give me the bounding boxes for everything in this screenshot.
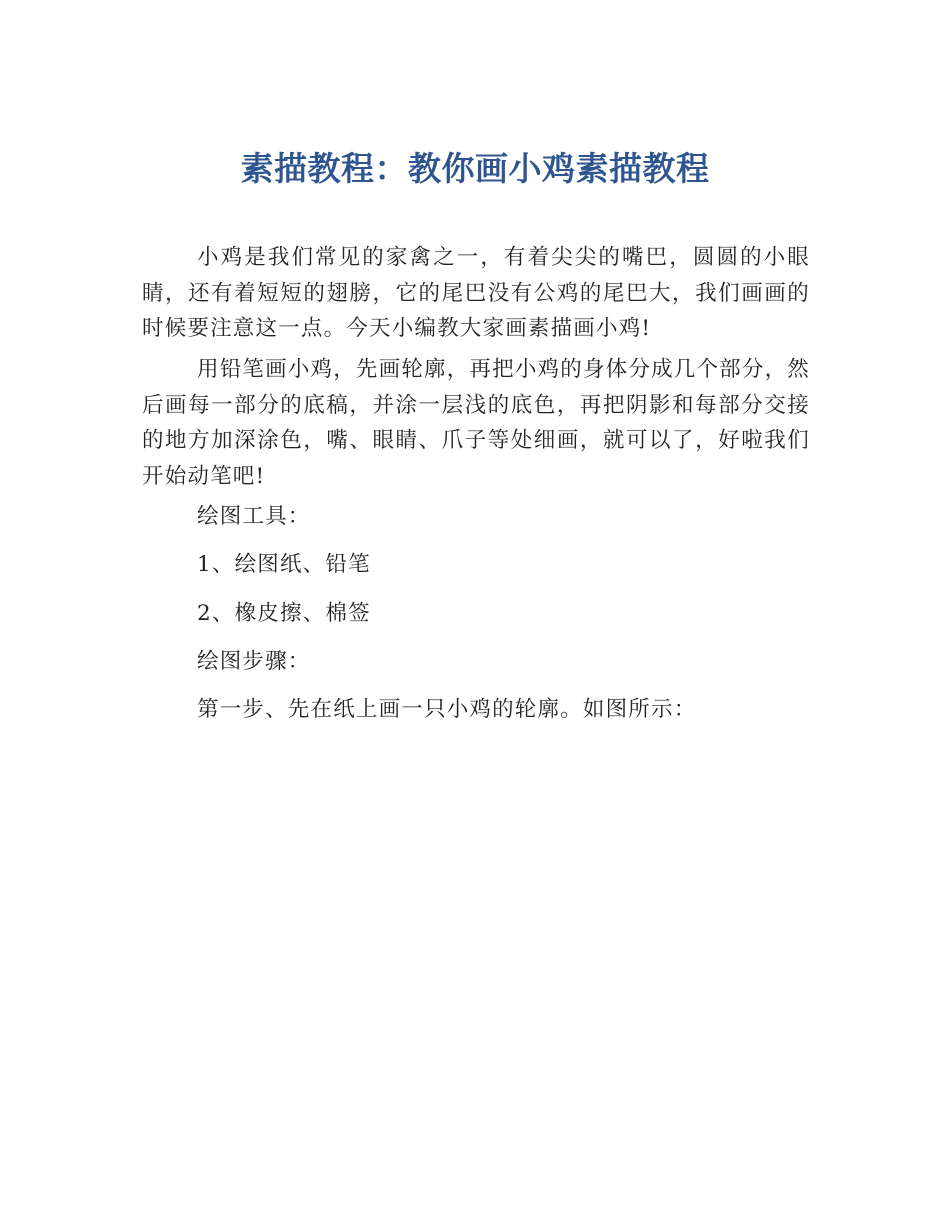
method-paragraph: 用铅笔画小鸡，先画轮廓，再把小鸡的身体分成几个部分，然后画每一部分的底稿，并涂一层浅的底色，再把阴影和每部分交接的地方加深涂色，嘴、眼睛、爪子等处细画，就可以了，好啦我们开始动笔吧! — [142, 357, 810, 489]
step-item: 第一步、先在纸上画一只小鸡的轮廓。如图所示： — [197, 697, 697, 722]
intro-paragraph: 小鸡是我们常见的家禽之一，有着尖尖的嘴巴，圆圆的小眼睛，还有着短短的翅膀，它的尾巴没有公鸡的尾巴大，我们画画的时候要注意这一点。今天小编教大家画素描画小鸡! — [142, 245, 810, 341]
steps-heading: 绘图步骤： — [197, 649, 311, 674]
tool-item: 1、绘图纸、铅笔 — [197, 552, 371, 577]
tool-item: 2、橡皮擦、棉签 — [197, 601, 371, 626]
document-title: 素描教程：教你画小鸡素描教程 — [240, 149, 710, 188]
tools-heading: 绘图工具： — [197, 504, 311, 529]
